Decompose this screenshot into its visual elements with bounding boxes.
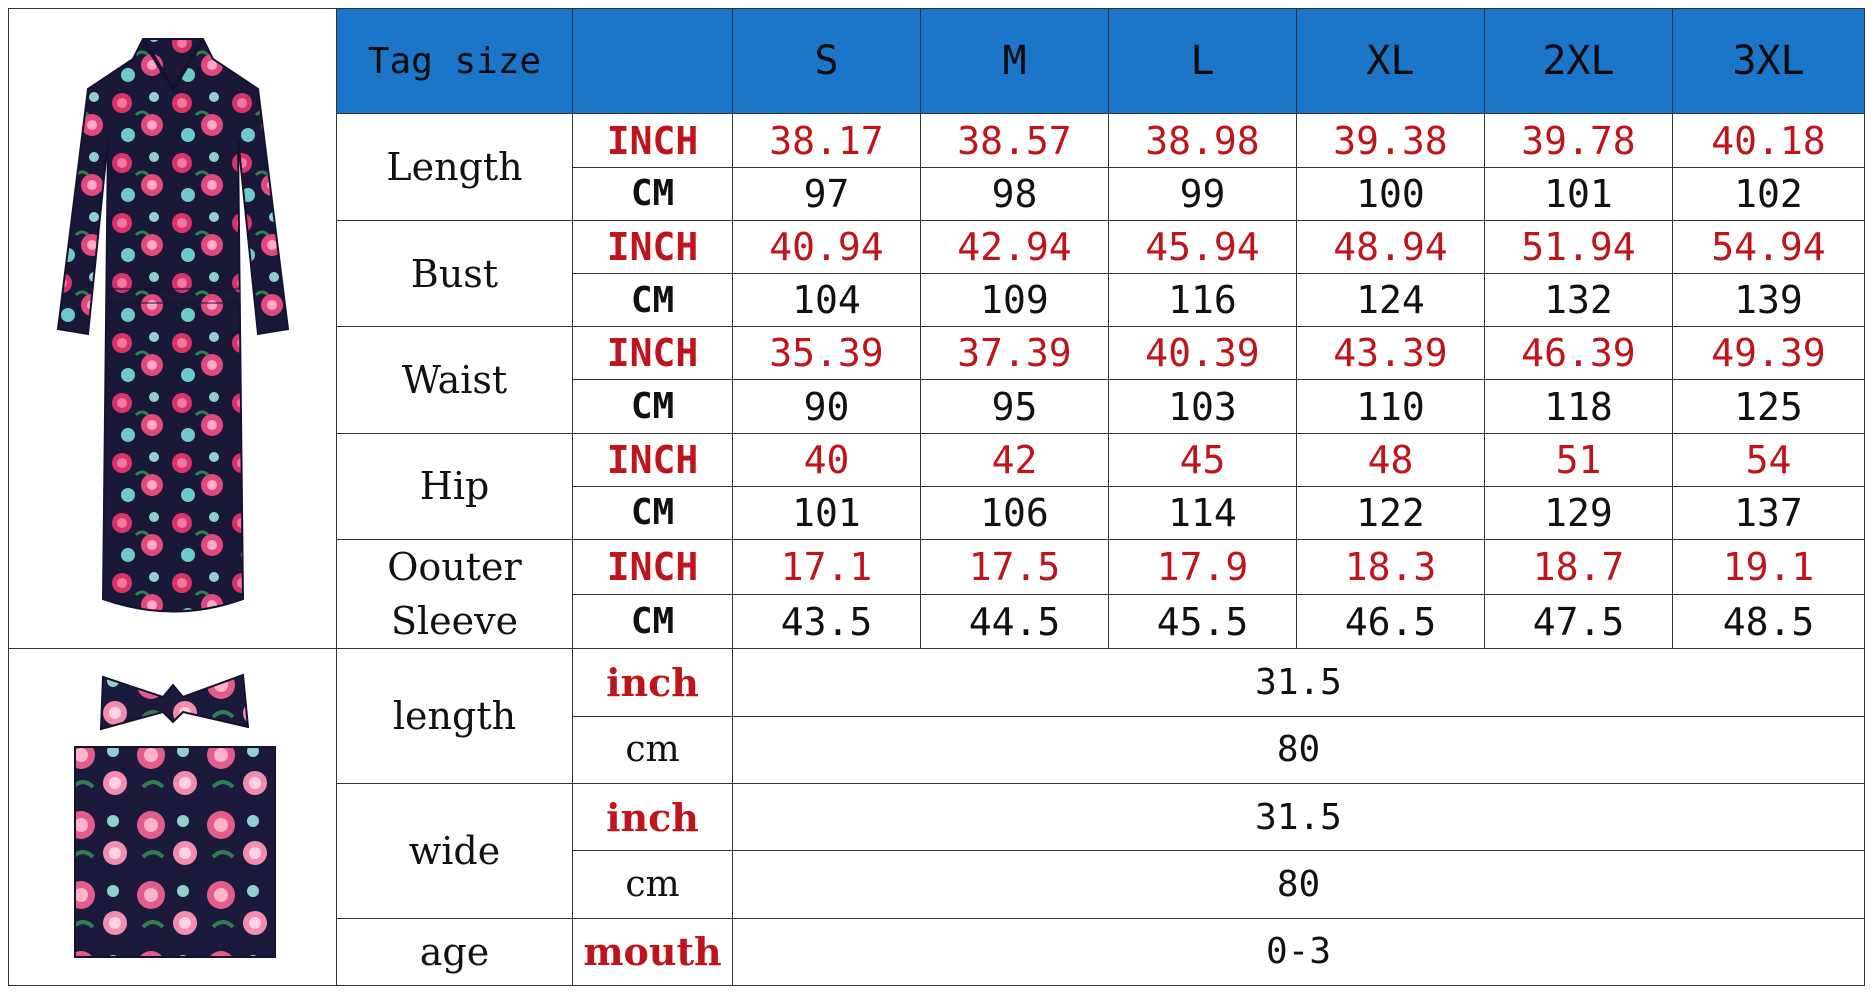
unit-inch: INCH xyxy=(573,540,733,595)
cell: 35.39 xyxy=(733,327,921,380)
header-row xyxy=(9,9,1865,114)
cell: 44.5 xyxy=(921,594,1109,649)
cell: 54.94 xyxy=(1673,220,1865,273)
sleeve-name-line1: Oouter xyxy=(387,545,522,590)
cell: 17.1 xyxy=(733,540,921,595)
size-header-3xl: 3XL xyxy=(1673,9,1865,114)
size-chart xyxy=(8,8,1864,986)
cell: 45 xyxy=(1109,433,1297,486)
cell: 46.39 xyxy=(1485,327,1673,380)
cell: 40.94 xyxy=(733,220,921,273)
unit-cm: CM xyxy=(573,167,733,220)
cell: 45.94 xyxy=(1109,220,1297,273)
unit-inch: INCH xyxy=(573,220,733,273)
cell: 17.9 xyxy=(1109,540,1297,595)
unit-cm: CM xyxy=(573,380,733,433)
cell: 48.94 xyxy=(1297,220,1485,273)
unit-cm: CM xyxy=(573,594,733,649)
cell: 139 xyxy=(1673,274,1865,327)
cell: 51.94 xyxy=(1485,220,1673,273)
cell: 109 xyxy=(921,274,1109,327)
measure-name-hip: Hip xyxy=(337,433,573,539)
cell: 116 xyxy=(1109,274,1297,327)
cell: 17.5 xyxy=(921,540,1109,595)
cell: 129 xyxy=(1485,486,1673,539)
cell: 114 xyxy=(1109,486,1297,539)
size-header-l: L xyxy=(1109,9,1297,114)
cell: 40 xyxy=(733,433,921,486)
cell: 54 xyxy=(1673,433,1865,486)
cell: 37.39 xyxy=(921,327,1109,380)
size-header-s: S xyxy=(733,9,921,114)
size-header-m: M xyxy=(921,9,1109,114)
cell: 40.18 xyxy=(1673,114,1865,167)
sleeve-name-line2: Sleeve xyxy=(390,599,519,644)
measure-name-swaddle-length: length xyxy=(337,649,573,784)
swaddle-length-inch-row xyxy=(9,649,1865,716)
cell: 19.1 xyxy=(1673,540,1865,595)
cell: 18.3 xyxy=(1297,540,1485,595)
cell: 99 xyxy=(1109,167,1297,220)
cell: 124 xyxy=(1297,274,1485,327)
cell: 132 xyxy=(1485,274,1673,327)
cell: 43.5 xyxy=(733,594,921,649)
cell: 39.38 xyxy=(1297,114,1485,167)
cell: 38.57 xyxy=(921,114,1109,167)
measure-name-swaddle-wide: wide xyxy=(337,784,573,919)
unit-cm-lower: cm xyxy=(573,716,733,783)
cell: 90 xyxy=(733,380,921,433)
cell: 48 xyxy=(1297,433,1485,486)
swaddle-length-inch-value: 31.5 xyxy=(733,649,1865,716)
unit-cm-lower: cm xyxy=(573,851,733,918)
dress-image xyxy=(9,9,337,649)
cell: 46.5 xyxy=(1297,594,1485,649)
cell: 40.39 xyxy=(1109,327,1297,380)
age-value: 0-3 xyxy=(733,918,1865,985)
size-table xyxy=(8,8,1865,986)
measure-name-age: age xyxy=(337,918,573,985)
size-header-2xl: 2XL xyxy=(1485,9,1673,114)
cell: 118 xyxy=(1485,380,1673,433)
cell: 38.17 xyxy=(733,114,921,167)
size-header-xl: XL xyxy=(1297,9,1485,114)
cell: 104 xyxy=(733,274,921,327)
cell: 51 xyxy=(1485,433,1673,486)
measure-name-sleeve xyxy=(337,540,573,649)
cell: 42.94 xyxy=(921,220,1109,273)
swaddle-wide-inch-value: 31.5 xyxy=(733,784,1865,851)
cell: 18.7 xyxy=(1485,540,1673,595)
unit-month: mouth xyxy=(573,918,733,985)
cell: 103 xyxy=(1109,380,1297,433)
cell: 125 xyxy=(1673,380,1865,433)
unit-inch: INCH xyxy=(573,114,733,167)
cell: 101 xyxy=(733,486,921,539)
unit-inch: INCH xyxy=(573,327,733,380)
cell: 97 xyxy=(733,167,921,220)
cell: 100 xyxy=(1297,167,1485,220)
cell: 95 xyxy=(921,380,1109,433)
unit-header-blank xyxy=(573,9,733,114)
dress-picture xyxy=(48,29,298,629)
swaddle-length-cm-value: 80 xyxy=(733,716,1865,783)
measure-name-length: Length xyxy=(337,114,573,220)
swaddle-picture xyxy=(63,667,283,967)
cell: 101 xyxy=(1485,167,1673,220)
cell: 137 xyxy=(1673,486,1865,539)
cell: 47.5 xyxy=(1485,594,1673,649)
cell: 49.39 xyxy=(1673,327,1865,380)
cell: 98 xyxy=(921,167,1109,220)
unit-inch-lower: inch xyxy=(573,649,733,716)
cell: 102 xyxy=(1673,167,1865,220)
unit-inch-lower: inch xyxy=(573,784,733,851)
cell: 110 xyxy=(1297,380,1485,433)
swaddle-image xyxy=(9,649,337,986)
unit-cm: CM xyxy=(573,486,733,539)
cell: 48.5 xyxy=(1673,594,1865,649)
cell: 42 xyxy=(921,433,1109,486)
tag-size-header: Tag size xyxy=(337,9,573,114)
cell: 45.5 xyxy=(1109,594,1297,649)
cell: 43.39 xyxy=(1297,327,1485,380)
unit-cm: CM xyxy=(573,274,733,327)
unit-inch: INCH xyxy=(573,433,733,486)
cell: 106 xyxy=(921,486,1109,539)
swaddle-wide-cm-value: 80 xyxy=(733,851,1865,918)
cell: 122 xyxy=(1297,486,1485,539)
cell: 38.98 xyxy=(1109,114,1297,167)
measure-name-bust: Bust xyxy=(337,220,573,326)
measure-name-waist: Waist xyxy=(337,327,573,433)
cell: 39.78 xyxy=(1485,114,1673,167)
